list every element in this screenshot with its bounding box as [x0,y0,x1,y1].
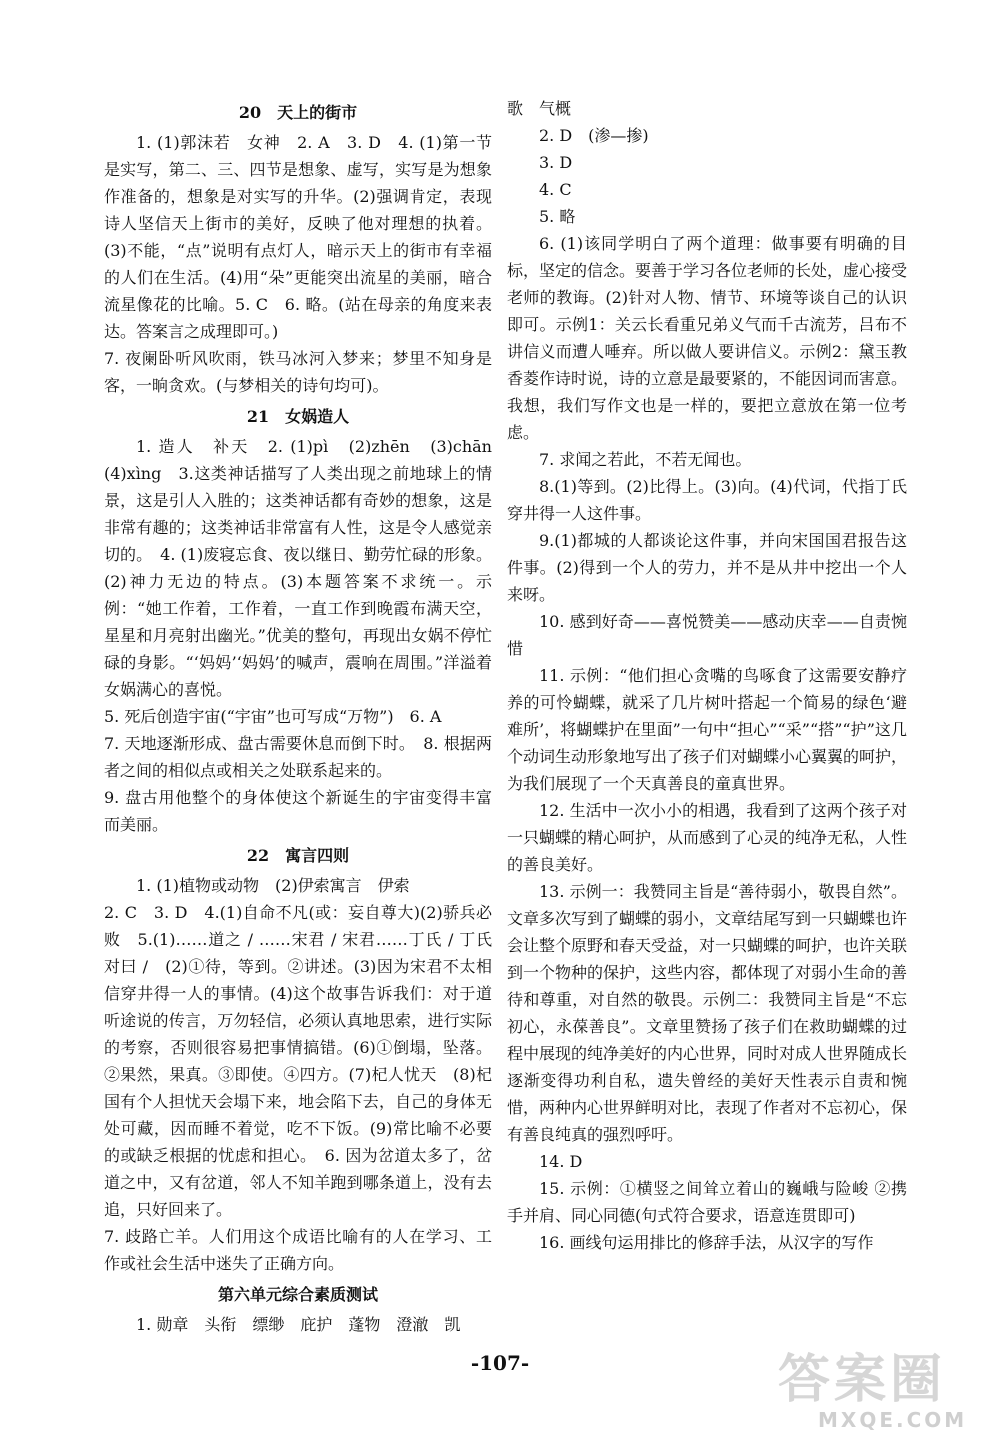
answer-paragraph: 14. D [539,1152,583,1171]
page-number: -107- [470,1351,530,1375]
answer-paragraph: 7. 天地逐渐形成、盘古需要休息而倒下时。 8. 根据两者之间的相似点或相关之处联系起来的。 [104,734,492,780]
answer-paragraph: 歌 气概 [507,99,572,118]
answer-paragraph: 2. D (渗—掺) [539,126,649,145]
section-heading: 第六单元综合素质测试 [217,1285,378,1304]
answer-paragraph: 1. (1)郭沫若 女神 2. A 3. D 4. (1)第一节是实写，第二、三、四节是想象、虚写，实写是为想象作准备的，想象是对实写的升华。(2)强调肯定，表现诗人坚信天上街市的美好，反映了他对理想的执着。(3)不能，“点”说明有点灯人，暗示天上的街市有幸福的人们在生活。(4)用“朵”更能突出流星的美丽，暗合流星像花的比喻。5. C 6. 略。(站在母亲的角度来表达。答案言之成理即可。) [104,133,492,341]
answer-paragraph: 1. (1)植物或动物 (2)伊索寓言 伊索 [136,876,410,895]
answer-paragraph: 1. 造人 补天 2. (1)pì (2)zhēn (3)chān (4)xìng 3.这类神话描写了人类出现之前地球上的情景，这是引人入胜的；这类神话都有奇妙的想象，这是非常有趣的；这类神话非常富有人性，这是令人感觉亲切的。 4. (1)废寝忘食、夜以继日、勤劳忙碌的形象。(2)神力无边的特点。(3)本题答案不求统一。示例：“她工作着，工作着，一直工作到晚霞布满天空，星星和月亮射出幽光。”优美的整句，再现出女娲不停忙碌的身影。“‘妈妈’‘妈妈’的喊声，震响在周围。”洋溢着女娲满心的喜悦。 [104,437,509,699]
answer-paragraph: 5. 死后创造宇宙(“宇宙”也可写成“万物”) 6. A [104,707,442,726]
section-heading: 21 女娲造人 [246,407,350,426]
answer-paragraph: 7. 求闻之若此，不若无闻也。 [539,450,752,469]
answer-paragraph: 5. 略 [539,207,576,226]
answer-paragraph: 10. 感到好奇——喜悦赞美——感动庆幸——自责惋惜 [507,612,907,658]
answer-paragraph: 16. 画线句运用排比的修辞手法，从汉字的写作 [539,1233,874,1252]
watermark-logo [778,1350,978,1432]
section-heading: 22 寓言四则 [246,846,350,865]
answer-paragraph: 4. C [539,180,572,199]
section-heading: 20 天上的街市 [238,103,358,122]
answer-paragraph: 8.(1)等到。(2)比得上。(3)向。(4)代词，代指丁氏穿井得一人这件事。 [507,477,907,523]
right-column [507,95,907,1256]
answer-paragraph: 3. D [539,153,573,172]
answer-paragraph: 15. 示例：①横竖之间耸立着山的巍峨与险峻 ②携手并肩、同心同德(句式符合要求，语意连贯即可) [507,1179,907,1225]
answer-paragraph: 11. 示例：“他们担心贪嘴的鸟啄食了这需要安静疗养的可怜蝴蝶，就采了几片树叶搭起一个简易的绿色‘避难所’，将蝴蝶护在里面”一句中“担心”“采”“搭”“护”这几个动词生动形象地写出了孩子们对蝴蝶小心翼翼的呵护，为我们展现了一个天真善良的童真世界。 [507,666,908,793]
answer-paragraph: 9.(1)都城的人都谈论这件事，并向宋国国君报告这件事。(2)得到一个人的劳力，并不是从井中挖出一个人来呀。 [507,531,907,604]
answer-paragraph: 13. 示例一：我赞同主旨是“善待弱小，敬畏自然”。文章多次写到了蝴蝶的弱小，文章结尾写到一只蝴蝶也许会让整个原野和春天受益，对一只蝴蝶的呵护，也许关联到一个物种的保护，这些内容，都体现了对弱小生命的善待和尊重，对自然的敬畏。示例二：我赞同主旨是“不忘初心，永葆善良”。文章里赞扬了孩子们在救助蝴蝶的过程中展现的纯净美好的内心世界，同时对成人世界随成长逐渐变得功利自私，遗失曾经的美好天性表示自责和惋惜，两种内心世界鲜明对比，表现了作者对不忘初心，保有善良纯真的强烈呼吁。 [507,882,908,1144]
answer-paragraph: 2. C 3. D 4.(1)自命不凡(或：妄自尊大)(2)骄兵必败 5.(1)……道之 / ……宋君 / 宋君……丁氏 / 丁氏对曰 / (2)①待，等到。②讲述。(3)因为宋君不太相信穿井得一人的事情。(4)这个故事告诉我们：对于道听途说的传言，万勿轻信，必须认真地思索，进行实际的考察，否则很容易把事情搞错。(6)①倒塌，坠落。②果然，果真。③即使。④四方。(7)杞人忧天 (8)杞国有个人担忧天会塌下来，地会陷下去，自己的身体无处可藏，因而睡不着觉，吃不下饭。(9)常比喻不必要的或缺乏根据的忧虑和担心。 6. 因为岔道太多了，岔道之中，又有岔道，邻人不知羊跑到哪条道上，没有去追，只好回来了。 [104,903,492,1219]
watermark-url: MXQE.COM [818,1408,968,1432]
left-column [104,95,509,1338]
answer-paragraph: 12. 生活中一次小小的相遇，我看到了这两个孩子对一只蝴蝶的精心呵护，从而感到了心灵的纯净无私，人性的善良美好。 [507,801,908,874]
watermark-text: 答案圈 [778,1350,947,1410]
answer-paragraph: 7. 夜阑卧听风吹雨，铁马冰河入梦来；梦里不知身是客，一晌贪欢。(与梦相关的诗句均可)。 [104,349,492,395]
answer-paragraph: 7. 歧路亡羊。人们用这个成语比喻有的人在学习、工作或社会生活中迷失了正确方向。 [104,1227,492,1273]
answer-paragraph: 1. 勋章 头衔 缥缈 庇护 蓬物 澄澈 凯 [136,1315,461,1334]
answer-paragraph: 9. 盘古用他整个的身体使这个新诞生的宇宙变得丰富而美丽。 [104,788,492,834]
answer-paragraph: 6. (1)该同学明白了两个道理：做事要有明确的目标，坚定的信念。要善于学习各位老师的长处，虚心接受老师的教诲。(2)针对人物、情节、环境等谈自己的认识即可。示例1：关云长看重兄弟义气而千古流芳，吕布不讲信义而遭人唾弃。所以做人要讲信义。示例2：黛玉教香菱作诗时说，诗的立意是最要紧的，不能因词而害意。我想，我们写作文也是一样的，要把立意放在第一位考虑。 [507,234,908,442]
